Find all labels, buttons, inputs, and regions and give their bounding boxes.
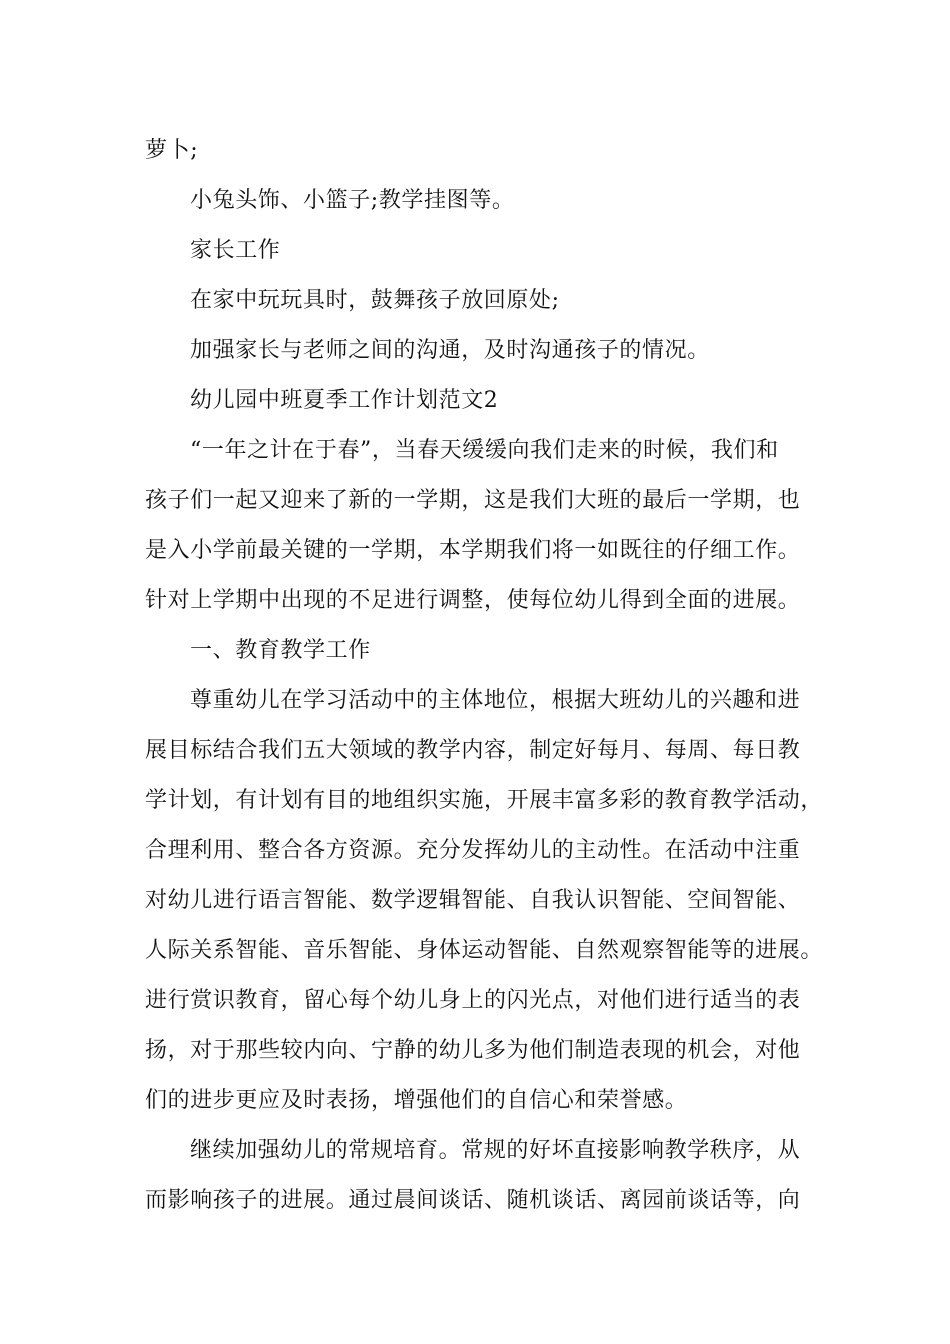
document-title: 幼儿园中班夏季工作计划范文2 <box>190 388 499 413</box>
text-line: 在家中玩玩具时，鼓舞孩子放回原处; <box>190 288 560 313</box>
text-line: 尊重幼儿在学习活动中的主体地位，根据大班幼儿的兴趣和进 <box>190 688 801 713</box>
text-line: 对幼儿进行语言智能、数学逻辑智能、自我认识智能、空间智能、 <box>145 888 801 913</box>
text-line: 们的进步更应及时表扬，增强他们的自信心和荣誉感。 <box>145 1088 688 1113</box>
text-line: 扬，对于那些较内向、宁静的幼儿多为他们制造表现的机会，对他 <box>145 1038 801 1063</box>
text-line: 小兔头饰、小篮子;教学挂图等。 <box>190 188 515 213</box>
text-line: 展目标结合我们五大领域的教学内容，制定好每月、每周、每日教 <box>145 738 801 763</box>
text-line: 而影响孩子的进展。通过晨间谈话、随机谈话、离园前谈话等，向 <box>145 1188 801 1213</box>
text-line: 孩子们一起又迎来了新的一学期，这是我们大班的最后一学期，也 <box>145 488 801 513</box>
section-heading: 家长工作 <box>190 238 281 263</box>
text-line: 针对上学期中出现的不足进行调整，使每位幼儿得到全面的进展。 <box>145 588 801 613</box>
section-heading: 一、教育教学工作 <box>190 638 371 663</box>
text-line: 进行赏识教育，留心每个幼儿身上的闪光点，对他们进行适当的表 <box>145 988 801 1013</box>
text-line: 人际关系智能、音乐智能、身体运动智能、自然观察智能等的进展。 <box>145 938 824 963</box>
text-line: 萝卜; <box>145 138 199 163</box>
text-line: 学计划，有计划有目的地组织实施，开展丰富多彩的教育教学活动， <box>145 788 824 813</box>
text-line: 合理利用、整合各方资源。充分发挥幼儿的主动性。在活动中注重 <box>145 838 801 863</box>
text-line: 是入小学前最关键的一学期，本学期我们将一如既往的仔细工作。 <box>145 538 801 563</box>
text-line: 加强家长与老师之间的沟通，及时沟通孩子的情况。 <box>190 338 710 363</box>
text-line: “一年之计在于春”，当春天缓缓向我们走来的时候，我们和 <box>190 438 779 463</box>
text-line: 继续加强幼儿的常规培育。常规的好坏直接影响教学秩序，从 <box>190 1138 801 1163</box>
